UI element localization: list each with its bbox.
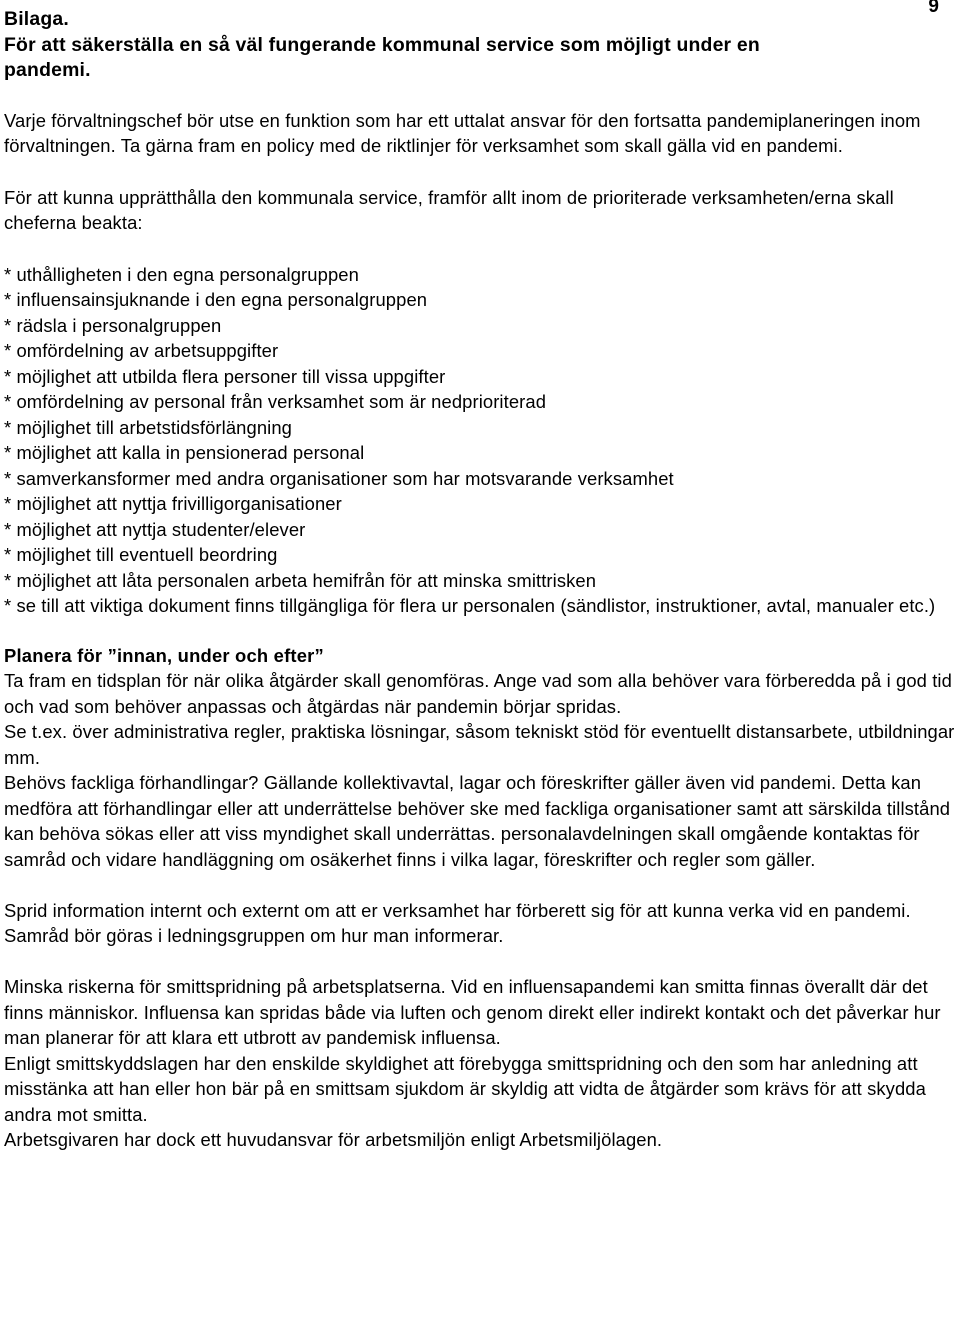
- checklist-item: * möjlighet att utbilda flera personer till vissa uppgifter: [4, 365, 446, 387]
- planning-paragraph: Se t.ex. över administrativa regler, praktiska lösningar, såsom tekniskt stöd för eventuellt distansarbete, utbildningar mm.: [4, 721, 955, 768]
- title-line: Bilaga.: [4, 8, 69, 30]
- intro-paragraph: Varje förvaltningschef bör utse en funktion som har ett uttalat ansvar för den fortsatta pandemiplaneringen inom förvaltningen. Ta gärna fram en policy med de riktlinjer för verksamhet som skall gälla vid en pandemi.: [4, 109, 921, 156]
- checklist: [4, 262, 956, 619]
- page-number: 9: [928, 0, 939, 17]
- checklist-item: * uthålligheten i den egna personalgruppen: [4, 263, 359, 285]
- risk-paragraph: Arbetsgivaren har dock ett huvudansvar för arbetsmiljön enligt Arbetsmiljölagen.: [4, 1129, 663, 1150]
- checklist-item: * möjlighet att nyttja studenter/elever: [4, 518, 306, 540]
- checklist-item: * rädsla i personalgruppen: [4, 314, 222, 336]
- checklist-item: * omfördelning av personal från verksamhet som är nedprioriterad: [4, 391, 547, 412]
- lead-paragraph: För att kunna upprätthålla den kommunala service, framför allt inom de prioriterade verksamheten/erna skall cheferna beakta:: [4, 186, 894, 233]
- section-heading: Planera för ”innan, under och efter”: [4, 644, 324, 666]
- checklist-item: * se till att viktiga dokument finns tillgängliga för flera ur personalen (sändlistor, instruktioner, avtal, manualer etc.): [4, 595, 936, 616]
- title-line: För att säkerställa en så väl fungerande kommunal service som möjligt under en: [4, 33, 760, 56]
- planning-paragraph: Behövs fackliga förhandlingar? Gällande kollektivavtal, lagar och föreskrifter gäller även vid pandemi. Detta kan medföra att förhandlingar eller att underrättelse behöver ske med fackliga organisationer samt att särskilda tillstånd kan behöva sökas eller att viss myndighet skall underrättas. personalavdelningen skall omgående kontaktas för samråd och vidare handläggning om osäkerhet finns i vilka lagar, föreskrifter och regler som gäller.: [4, 772, 951, 870]
- planning-paragraph: Ta fram en tidsplan för när olika åtgärder skall genomföras. Ange vad som alla behöver vara förberedda på i god tid och vad som behöver anpassas och åtgärdas när pandemin börjar spridas.: [4, 670, 952, 717]
- checklist-item: * omfördelning av arbetsuppgifter: [4, 340, 279, 361]
- document-title: [4, 0, 956, 84]
- checklist-item: * möjlighet att låta personalen arbeta hemifrån för att minska smittrisken: [4, 569, 597, 591]
- information-paragraph: Sprid information internt och externt om att er verksamhet har förberett sig för att kunna verka vid en pandemi. Samråd bör göras i ledningsgruppen om hur man informerar.: [4, 899, 911, 946]
- checklist-item: * samverkansformer med andra organisationer som har motsvarande verksamhet: [4, 467, 674, 489]
- title-line: pandemi.: [4, 59, 91, 81]
- risk-paragraph: Enligt smittskyddslagen har den enskilde skyldighet att förebygga smittspridning och den som har anledning att misstänka att han eller hon bär på en smittsam sjukdom är skyldig att vidta de åtgärder som krävs för att skydda andra mot smitta.: [4, 1052, 926, 1125]
- planning-section: [4, 668, 956, 872]
- risk-paragraph: Minska riskerna för smittspridning på arbetsplatserna. Vid en influensapandemi kan smitta finnas överallt där det finns människor. Influensa kan spridas både via luften och genom direkt eller indirekt kontakt och det påverkar hur man planerar för att klara ett utbrott av pandemisk influensa.: [4, 976, 941, 1048]
- checklist-item: * möjlighet till arbetstidsförlängning: [4, 416, 292, 438]
- checklist-item: * möjlighet till eventuell beordring: [4, 544, 278, 565]
- checklist-item: * möjlighet att nyttja frivilligorganisationer: [4, 493, 342, 514]
- risk-section: [4, 974, 956, 1153]
- document-page: [4, 0, 956, 1153]
- checklist-item: * influensainsjuknande i den egna personalgruppen: [4, 289, 428, 310]
- checklist-item: * möjlighet att kalla in pensionerad personal: [4, 442, 365, 463]
